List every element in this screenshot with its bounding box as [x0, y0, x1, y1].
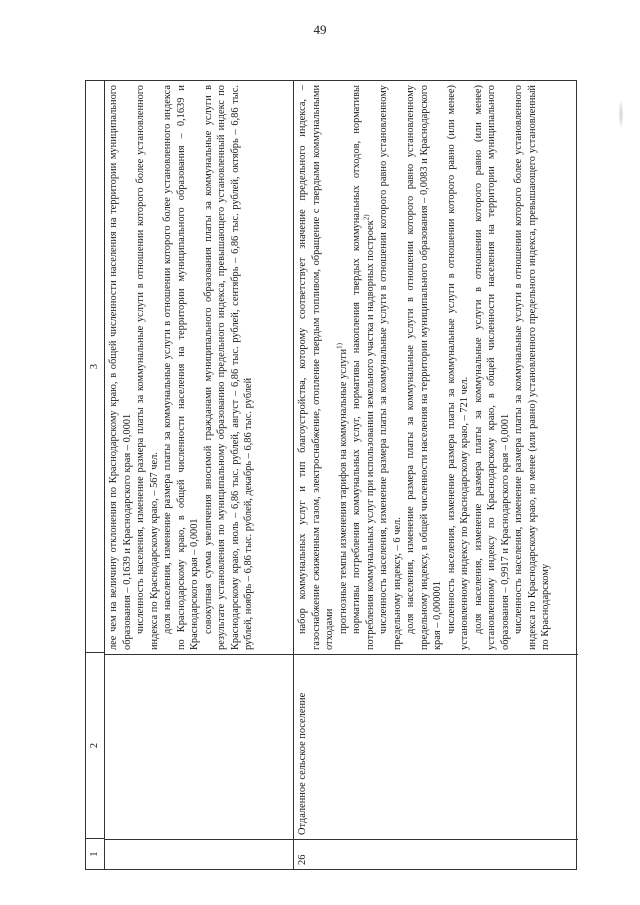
table-row-26	[294, 81, 578, 869]
page-number: 49	[313, 22, 327, 37]
municipality-cell	[105, 654, 293, 839]
indicator-text-cell	[105, 81, 293, 654]
indicator-paragraph: численность населения, изменение размера платы за коммунальные услуги в отношении которого равно установленному предельному индексу, – 6 чел.	[378, 85, 403, 650]
indicator-paragraph: доля населения, изменение размера платы за коммунальные услуги в отношении которого более установленного индекса по Краснодарскому краю, в общей численности населения на территории муниципального образования – 0,1639 и Краснодарского края – 0,0001	[162, 85, 200, 650]
table-row-continuation	[105, 81, 294, 869]
municipality-cell: Отдаленное сельское поселение	[294, 654, 578, 839]
indicator-paragraph: доля населения, изменение размера платы за коммунальные услуги в отношении которого равно установленному предельному индексу, в общей численности населения на территории муниципального образования – 0,0083 и Краснодарского края – 0,000001	[405, 85, 443, 650]
tariff-table	[85, 80, 577, 870]
indicator-paragraph: набор коммунальных услуг и тип благоустройства, которому соответствует значение предельного индекса, – газоснабжение сжиженным газом, электроснабжение, отопление твердым топливом, обращение с твердыми коммунальными отходами	[297, 85, 335, 650]
footnote-mark: 1)	[335, 343, 344, 349]
indicator-paragraph: численность населения, изменение размера платы за коммунальные услуги в отношении которого более установленного индекса по Краснодарскому краю, – 567 чел.	[135, 85, 160, 650]
header-col-1: 1	[86, 838, 104, 869]
indicator-paragraph: численность населения, изменение размера платы за коммунальные услуги в отношении которого равно (или менее) установленному индексу по Краснодарскому краю, – 721 чел.	[445, 85, 470, 650]
table-header-row	[86, 81, 105, 869]
header-col-2: 2	[86, 652, 104, 838]
scan-artifact	[618, 96, 624, 132]
indicator-paragraph: доля населения, изменение размера платы за коммунальные услуги в отношении которого равно (или менее) установленному индексу по Краснодарскому краю, в общей численности населения на территории муниципального образования – 0,9917 и Краснодарского края – 0,0001	[472, 85, 511, 650]
header-col-3: 3	[89, 363, 100, 370]
indicator-paragraph: совокупная сумма увеличения вносимой гражданами муниципального образования платы за коммунальные услуги в результате установления по муниципальному образованию предельного индекса, превышающего установленный индекс по Краснодарскому краю, июль – 6,86 тыс. рублей, август – 6,86 тыс. рублей, сентябрь – 6,86 тыс. рублей, октябрь – 6,86 тыс. рублей, ноябрь – 6,86 тыс. рублей, декабрь – 6,86 тыс. рублей	[202, 85, 254, 650]
row-number-cell	[105, 839, 293, 869]
indicator-paragraph: лее чем на величину отклонения по Краснодарскому краю, в общей численности населения на территории муниципального образования – 0,1639 и Краснодарского края – 0,0001	[108, 85, 133, 650]
indicator-text-cell	[294, 81, 578, 654]
row-number-cell: 26	[294, 839, 578, 869]
footnote-mark: 2)	[362, 214, 371, 221]
paragraph-text: прогнозные темпы изменения тарифов на коммунальные услуги	[337, 348, 349, 634]
indicator-paragraph	[350, 85, 377, 650]
indicator-paragraph	[337, 85, 351, 650]
indicator-paragraph: численность населения, изменение размера платы за коммунальные услуги в отношении которого более установленного индекса по Краснодарскому краю, но менее (или равно) установленного предельного индекса, превышающего установленный по Краснодарскому	[513, 85, 551, 650]
paragraph-text: нормативы потребления коммунальных услуг, нормативы накопления твердых коммунальных отходов, нормативы потребления коммунальных услуг при использовании земельного участка и надворных построек	[351, 85, 376, 650]
